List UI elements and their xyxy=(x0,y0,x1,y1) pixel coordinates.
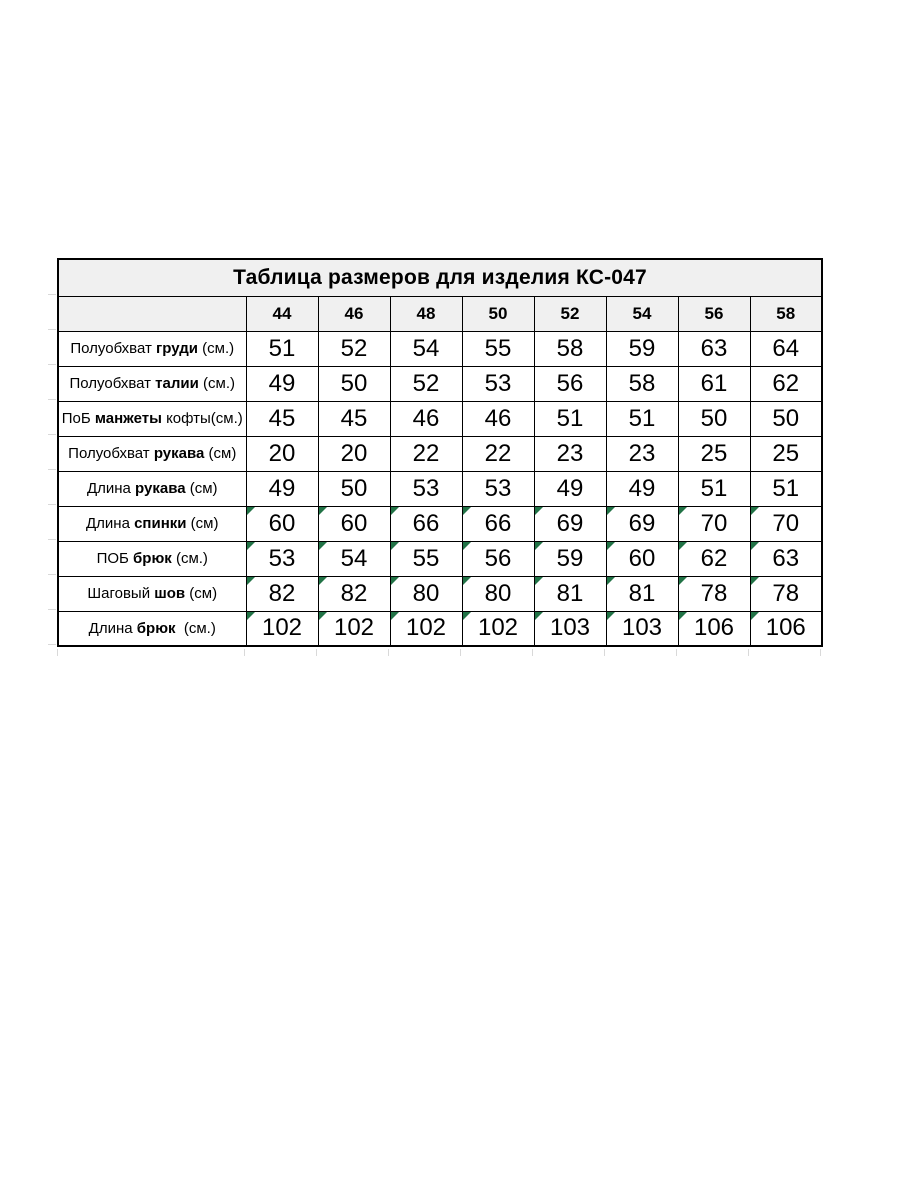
value-cell xyxy=(678,366,750,401)
table-row xyxy=(58,436,822,471)
row-label-bold: манжеты xyxy=(94,410,162,427)
value-cell xyxy=(534,611,606,646)
row-label-bold: рукава xyxy=(135,480,186,497)
cell-value: 23 xyxy=(628,439,656,467)
value-cell xyxy=(246,331,318,366)
gridline-stub xyxy=(388,649,389,656)
error-triangle-icon xyxy=(391,507,400,516)
value-cell xyxy=(462,471,534,506)
row-label-pre: Длина xyxy=(86,480,136,497)
cell-value: 78 xyxy=(700,579,728,607)
error-triangle-icon xyxy=(607,542,616,551)
cell-value: 103 xyxy=(621,614,663,642)
cell-value: 55 xyxy=(412,544,440,572)
cell-value: 50 xyxy=(340,369,368,397)
size-column-header: 58 xyxy=(750,296,822,331)
value-cell xyxy=(606,611,678,646)
cell-value: 62 xyxy=(700,544,728,572)
gridline-stub xyxy=(820,649,821,656)
value-cell xyxy=(534,401,606,436)
size-column-header: 50 xyxy=(462,296,534,331)
row-label-bold: груди xyxy=(156,340,198,357)
error-triangle-icon xyxy=(463,612,472,621)
cell-value: 46 xyxy=(412,404,440,432)
value-cell xyxy=(678,471,750,506)
error-triangle-icon xyxy=(319,577,328,586)
cell-value: 82 xyxy=(340,579,368,607)
gridline-stub xyxy=(316,649,317,656)
error-triangle-icon xyxy=(247,507,256,516)
error-triangle-icon xyxy=(463,542,472,551)
value-cell xyxy=(318,611,390,646)
value-cell xyxy=(318,506,390,541)
value-cell xyxy=(246,436,318,471)
error-triangle-icon xyxy=(607,507,616,516)
value-cell xyxy=(390,366,462,401)
cell-value: 52 xyxy=(412,369,440,397)
value-cell xyxy=(678,576,750,611)
value-cell xyxy=(246,366,318,401)
cell-value: 70 xyxy=(700,509,728,537)
cell-value: 51 xyxy=(268,334,296,362)
gridline-stub xyxy=(48,294,56,295)
size-table-wrap xyxy=(57,258,823,647)
cell-value: 53 xyxy=(412,474,440,502)
cell-value: 66 xyxy=(484,509,512,537)
cell-value: 49 xyxy=(556,474,584,502)
cell-value: 62 xyxy=(772,369,800,397)
error-triangle-icon xyxy=(607,612,616,621)
cell-value: 106 xyxy=(765,614,806,642)
cell-value: 66 xyxy=(412,509,440,537)
value-cell xyxy=(246,611,318,646)
cell-value: 82 xyxy=(268,579,296,607)
row-label-post: (см.) xyxy=(197,340,235,357)
value-cell xyxy=(606,541,678,576)
value-cell xyxy=(462,401,534,436)
cell-value: 50 xyxy=(700,404,728,432)
row-label xyxy=(58,611,246,646)
value-cell xyxy=(750,401,822,436)
error-triangle-icon xyxy=(247,612,256,621)
error-triangle-icon xyxy=(463,577,472,586)
value-cell xyxy=(318,576,390,611)
cell-value: 49 xyxy=(268,369,296,397)
gridline-stub xyxy=(57,649,58,656)
cell-value: 103 xyxy=(549,614,591,642)
value-cell xyxy=(462,436,534,471)
cell-value: 51 xyxy=(556,404,584,432)
value-cell xyxy=(462,366,534,401)
value-cell xyxy=(606,401,678,436)
error-triangle-icon xyxy=(463,507,472,516)
cell-value: 25 xyxy=(700,439,728,467)
cell-value: 54 xyxy=(340,544,368,572)
cell-value: 51 xyxy=(700,474,728,502)
row-label-bold: шов xyxy=(154,585,186,602)
title-row xyxy=(58,259,822,296)
table-row xyxy=(58,576,822,611)
cell-value: 54 xyxy=(412,334,440,362)
row-label-pre: Длина xyxy=(86,515,135,532)
value-cell xyxy=(750,436,822,471)
value-cell xyxy=(678,401,750,436)
row-label-post: (см) xyxy=(204,445,237,462)
row-label-post: (см.) xyxy=(198,375,235,392)
error-triangle-icon xyxy=(319,542,328,551)
cell-value: 69 xyxy=(556,509,584,537)
size-column-header: 48 xyxy=(390,296,462,331)
gridline-stub xyxy=(748,649,749,656)
value-cell xyxy=(750,471,822,506)
value-cell xyxy=(246,541,318,576)
row-label-bold: талии xyxy=(155,375,199,392)
table-row xyxy=(58,611,822,646)
cell-value: 102 xyxy=(477,614,519,642)
table-row xyxy=(58,401,822,436)
value-cell xyxy=(318,471,390,506)
value-cell xyxy=(390,331,462,366)
cell-value: 106 xyxy=(693,614,735,642)
value-cell xyxy=(462,611,534,646)
row-label-post: (см) xyxy=(185,480,218,497)
cell-value: 64 xyxy=(772,334,800,362)
error-triangle-icon xyxy=(535,542,544,551)
size-column-header: 44 xyxy=(246,296,318,331)
gridline-stub xyxy=(48,469,56,470)
cell-value: 58 xyxy=(628,369,656,397)
error-triangle-icon xyxy=(391,577,400,586)
cell-value: 80 xyxy=(484,579,512,607)
value-cell xyxy=(606,436,678,471)
row-label-post: (см.) xyxy=(171,550,208,567)
value-cell xyxy=(750,576,822,611)
gridline-stub xyxy=(48,644,56,645)
table-title: Таблица размеров для изделия КС-047 xyxy=(58,259,822,296)
cell-value: 59 xyxy=(556,544,584,572)
row-label xyxy=(58,471,246,506)
error-triangle-icon xyxy=(679,507,688,516)
cell-value: 60 xyxy=(340,509,368,537)
size-column-header: 46 xyxy=(318,296,390,331)
error-triangle-icon xyxy=(607,577,616,586)
value-cell xyxy=(606,506,678,541)
error-triangle-icon xyxy=(319,612,328,621)
row-label xyxy=(58,506,246,541)
value-cell xyxy=(678,506,750,541)
row-label-bold: брюк xyxy=(136,619,176,637)
size-column-header: 52 xyxy=(534,296,606,331)
cell-value: 78 xyxy=(772,579,800,607)
gridline-stub xyxy=(460,649,461,656)
cell-value: 23 xyxy=(556,439,584,467)
row-label xyxy=(58,576,246,611)
cell-value: 60 xyxy=(268,509,296,537)
error-triangle-icon xyxy=(751,577,760,586)
value-cell xyxy=(750,366,822,401)
row-label-pre: Полуобхват xyxy=(69,375,156,392)
cell-value: 80 xyxy=(412,579,440,607)
size-table-body xyxy=(58,259,822,646)
error-triangle-icon xyxy=(535,507,544,516)
cell-value: 51 xyxy=(628,404,656,432)
value-cell xyxy=(678,541,750,576)
cell-value: 49 xyxy=(268,474,296,502)
value-cell xyxy=(750,506,822,541)
cell-value: 49 xyxy=(628,474,656,502)
cell-value: 58 xyxy=(556,334,584,362)
cell-value: 56 xyxy=(484,544,512,572)
error-triangle-icon xyxy=(247,577,256,586)
row-label-bold: рукава xyxy=(153,445,205,462)
cell-value: 63 xyxy=(700,334,728,362)
value-cell xyxy=(606,366,678,401)
value-cell xyxy=(246,471,318,506)
error-triangle-icon xyxy=(391,542,400,551)
cell-value: 53 xyxy=(268,544,296,572)
row-label xyxy=(58,366,246,401)
gridline-stub xyxy=(532,649,533,656)
row-label-post: (см) xyxy=(186,515,219,532)
cell-value: 50 xyxy=(340,474,368,502)
cell-value: 50 xyxy=(772,404,800,432)
value-cell xyxy=(390,541,462,576)
cell-value: 61 xyxy=(700,369,728,397)
value-cell xyxy=(390,611,462,646)
value-cell xyxy=(606,331,678,366)
cell-value: 22 xyxy=(412,439,440,467)
error-triangle-icon xyxy=(535,612,544,621)
gridline-stub xyxy=(48,364,56,365)
table-row xyxy=(58,541,822,576)
row-label xyxy=(58,541,246,576)
value-cell xyxy=(534,366,606,401)
gridline-stub xyxy=(676,649,677,656)
row-label xyxy=(58,436,246,471)
value-cell xyxy=(390,506,462,541)
error-triangle-icon xyxy=(319,507,328,516)
value-cell xyxy=(246,506,318,541)
value-cell xyxy=(462,331,534,366)
value-cell xyxy=(462,541,534,576)
cell-value: 102 xyxy=(333,614,375,642)
value-cell xyxy=(750,541,822,576)
gridline-stub xyxy=(48,539,56,540)
row-label-pre: Полуобхват xyxy=(68,445,154,462)
table-row xyxy=(58,506,822,541)
row-label-post: кофты(см.) xyxy=(161,410,243,427)
value-cell xyxy=(390,471,462,506)
cell-value: 20 xyxy=(340,439,368,467)
error-triangle-icon xyxy=(391,612,400,621)
value-cell xyxy=(462,506,534,541)
error-triangle-icon xyxy=(535,577,544,586)
cell-value: 56 xyxy=(556,369,584,397)
cell-value: 25 xyxy=(772,439,800,467)
gridline-stub xyxy=(48,574,56,575)
value-cell xyxy=(534,331,606,366)
gridline-stub xyxy=(48,504,56,505)
value-cell xyxy=(534,436,606,471)
value-cell xyxy=(318,401,390,436)
row-label-post: (см.) xyxy=(175,619,216,637)
row-label xyxy=(58,331,246,366)
size-table xyxy=(57,258,823,647)
cell-value: 60 xyxy=(628,544,656,572)
value-cell xyxy=(606,471,678,506)
table-row xyxy=(58,331,822,366)
value-cell xyxy=(390,401,462,436)
value-cell xyxy=(318,331,390,366)
cell-value: 102 xyxy=(261,614,303,642)
size-column-header: 54 xyxy=(606,296,678,331)
value-cell xyxy=(750,611,822,646)
row-label-bold: брюк xyxy=(133,550,172,567)
error-triangle-icon xyxy=(679,577,688,586)
table-row xyxy=(58,471,822,506)
error-triangle-icon xyxy=(751,612,760,621)
cell-value: 81 xyxy=(556,579,584,607)
value-cell xyxy=(462,576,534,611)
gridline-stub xyxy=(244,649,245,656)
error-triangle-icon xyxy=(679,612,688,621)
value-cell xyxy=(534,471,606,506)
row-label-pre: ПОБ xyxy=(96,550,134,567)
row-label-pre: ПоБ xyxy=(61,410,95,427)
value-cell xyxy=(390,436,462,471)
cell-value: 55 xyxy=(484,334,512,362)
value-cell xyxy=(246,576,318,611)
value-cell xyxy=(606,576,678,611)
row-label-pre: Длина xyxy=(88,619,137,637)
cell-value: 22 xyxy=(484,439,512,467)
header-corner-cell xyxy=(58,296,246,331)
value-cell xyxy=(318,366,390,401)
gridline-stub xyxy=(48,609,56,610)
cell-value: 20 xyxy=(268,439,296,467)
value-cell xyxy=(678,331,750,366)
error-triangle-icon xyxy=(247,542,256,551)
row-label-pre: Полуобхват xyxy=(70,340,157,357)
gridline-stub xyxy=(48,399,56,400)
table-row xyxy=(58,366,822,401)
row-label xyxy=(58,401,246,436)
cell-value: 45 xyxy=(340,404,368,432)
cell-value: 53 xyxy=(484,369,512,397)
value-cell xyxy=(390,576,462,611)
error-triangle-icon xyxy=(751,542,760,551)
cell-value: 102 xyxy=(405,614,447,642)
cell-value: 51 xyxy=(772,474,800,502)
cell-value: 69 xyxy=(628,509,656,537)
cell-value: 52 xyxy=(340,334,368,362)
error-triangle-icon xyxy=(751,507,760,516)
cell-value: 46 xyxy=(484,404,512,432)
error-triangle-icon xyxy=(679,542,688,551)
row-label-pre: Шаговый xyxy=(87,585,155,602)
value-cell xyxy=(678,611,750,646)
value-cell xyxy=(534,541,606,576)
gridline-stub xyxy=(48,434,56,435)
size-column-header: 56 xyxy=(678,296,750,331)
value-cell xyxy=(534,506,606,541)
cell-value: 45 xyxy=(268,404,296,432)
gridline-stub xyxy=(48,329,56,330)
cell-value: 63 xyxy=(772,544,800,572)
gridline-stub xyxy=(604,649,605,656)
row-label-bold: спинки xyxy=(134,515,187,532)
size-header-row xyxy=(58,296,822,331)
cell-value: 70 xyxy=(772,509,800,537)
cell-value: 53 xyxy=(484,474,512,502)
value-cell xyxy=(534,576,606,611)
value-cell xyxy=(318,541,390,576)
value-cell xyxy=(246,401,318,436)
cell-value: 81 xyxy=(628,579,656,607)
value-cell xyxy=(318,436,390,471)
row-label-post: (см) xyxy=(185,585,218,602)
value-cell xyxy=(750,331,822,366)
value-cell xyxy=(678,436,750,471)
cell-value: 59 xyxy=(628,334,656,362)
